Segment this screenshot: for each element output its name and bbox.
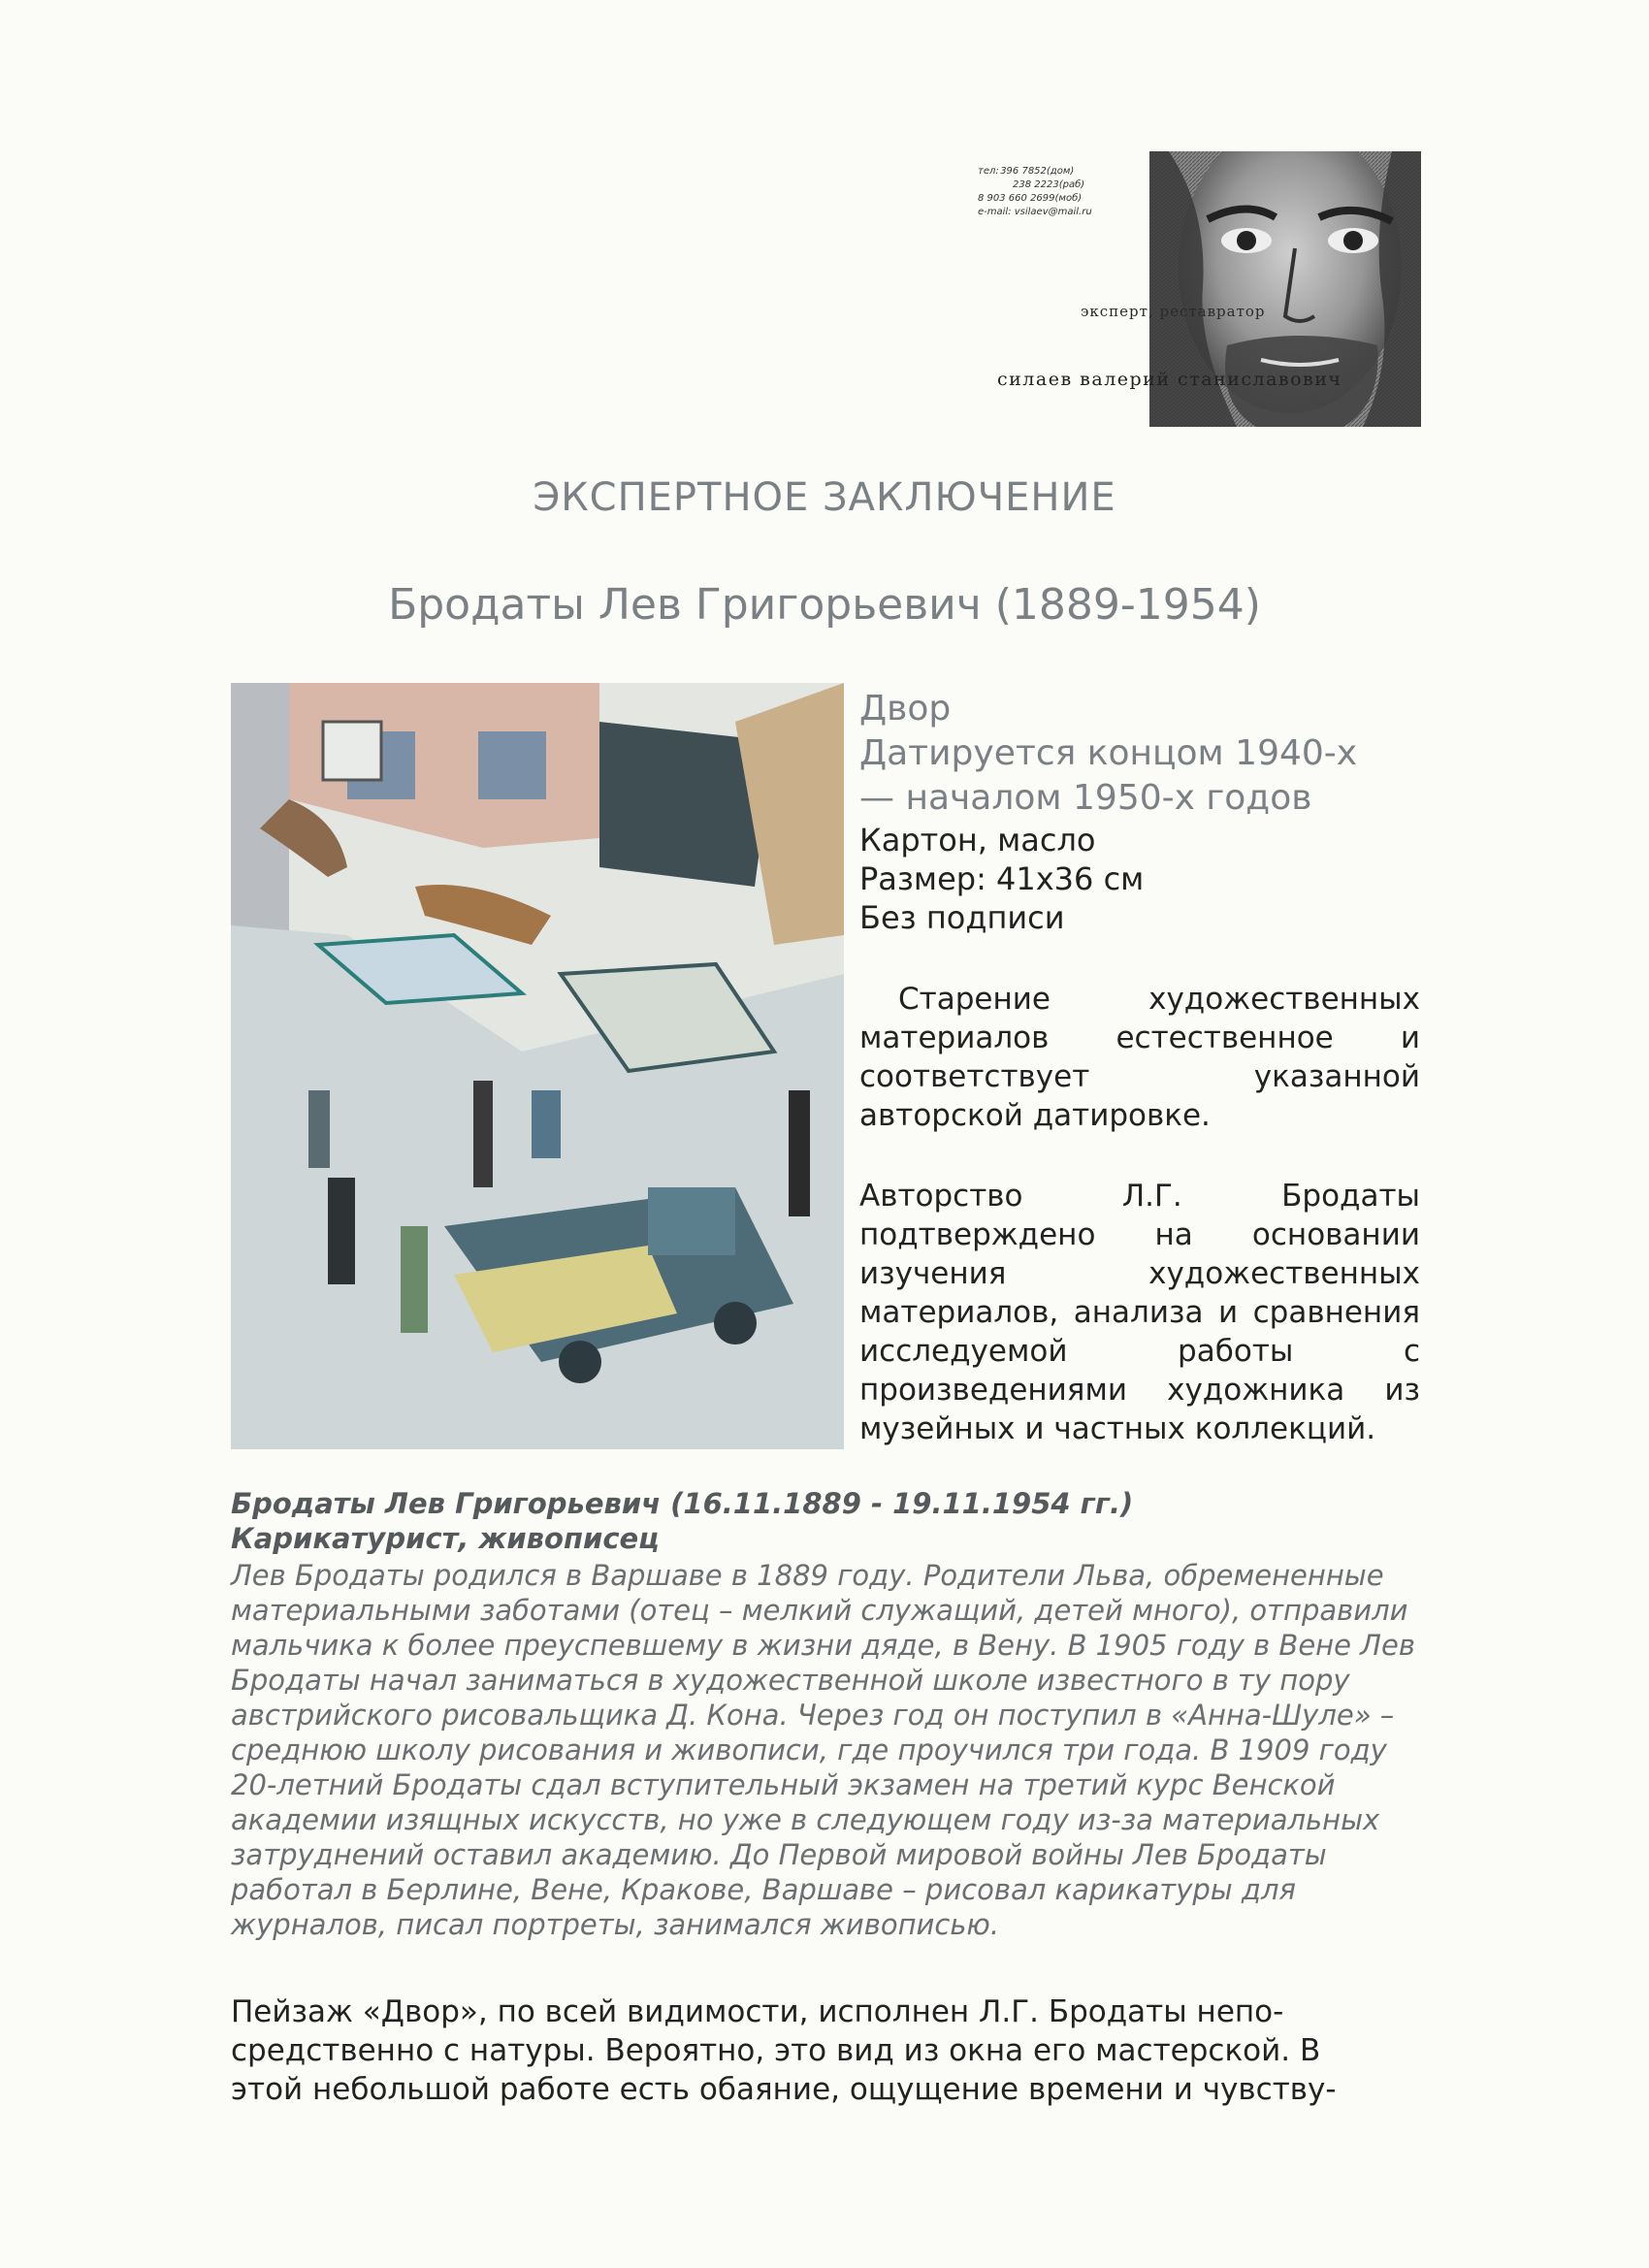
biography bbox=[231, 1486, 1472, 1942]
phone-home: 396 7852(дом) bbox=[1000, 166, 1075, 177]
painting-image bbox=[231, 683, 844, 1449]
work-info bbox=[859, 687, 1422, 937]
expert-name: силаев валерий станиславович bbox=[997, 369, 1342, 390]
contact-info bbox=[978, 165, 1162, 219]
artist-heading: Бродаты Лев Григорьевич (1889-1954) bbox=[388, 580, 1261, 630]
aging-paragraph: Старение художественных материалов естественное и соответствует указанной авторской датировке. bbox=[859, 982, 1420, 1133]
work-title: Двор bbox=[859, 689, 952, 729]
authorship-paragraph: Авторство Л.Г. Бродаты подтверждено на основании изучения художественных материалов, анализа и сравнения исследуемой работы с произведениями художника из музейных и частных коллекций. bbox=[859, 1179, 1420, 1446]
email: e-mail: vsilaev@mail.ru bbox=[978, 207, 1092, 217]
bio-name-dates: Бродаты Лев Григорьевич (16.11.1889 - 19.11.1954 гг.) bbox=[231, 1487, 1134, 1520]
expert-role: эксперт, реставратор bbox=[1081, 303, 1266, 320]
bio-profession: Карикатурист, живописец bbox=[231, 1522, 660, 1555]
phone-mobile: 8 903 660 2699(моб) bbox=[978, 193, 1083, 204]
bio-heading bbox=[231, 1486, 1472, 1556]
work-size: Размер: 41х36 см bbox=[859, 860, 1145, 897]
work-medium: Картон, масло bbox=[859, 822, 1096, 859]
work-signature: Без подписи bbox=[859, 899, 1065, 936]
tel-label: тел: bbox=[978, 166, 999, 177]
landscape-paragraph: Пейзаж «Двор», по всей видимости, исполнен Л.Г. Бродаты непо- средственно с натуры. Вероятно, это вид из окна его мастерской. В этой небольшой работе есть обаяние, ощущение времени и чувству- bbox=[231, 1994, 1337, 2107]
phone-work: 238 2223(раб) bbox=[1013, 179, 1085, 190]
document-title: ЭКСПЕРТНОЕ ЗАКЛЮЧЕНИЕ bbox=[533, 475, 1116, 520]
work-dating-line-2: — началом 1950-х годов bbox=[859, 778, 1312, 818]
bio-text: Лев Бродаты родился в Варшаве в 1889 году. Родители Льва, обремененные материальными заботами (отец – мелкий служащий, детей много), отправили мальчика к более преуспевшему в жизни дяде, в Вену. В 1905 году в Вене Лев Бродаты начал заниматься в художественной школе известного в ту пору австрийского рисовальщика Д. Кона. Через год он поступил в «Анна-Шуле» – среднюю школу рисования и живописи, где проучился три года. В 1909 году 20-летний Бродаты сдал вступительный экзамен на третий курс Венской академии изящных искусств, но уже в следующем году из-за материальных затруднений оставил академию. До Первой мировой войны Лев Бродаты работал в Берлине, Вене, Кракове, Варшаве – рисовал карикатуры для журналов, писал портреты, занимался живописью. bbox=[231, 1559, 1415, 1941]
work-dating-line-1: Датируется концом 1940-х bbox=[859, 733, 1358, 773]
